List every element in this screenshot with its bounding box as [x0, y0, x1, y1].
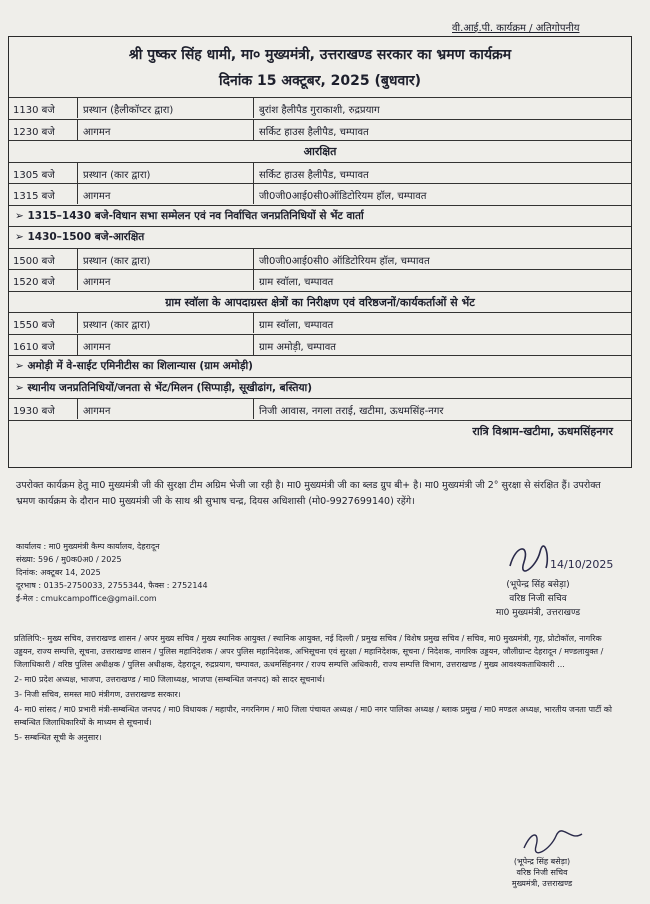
schedule-row — [9, 248, 631, 269]
row-activity: आगमन — [83, 406, 111, 417]
schedule-row — [9, 398, 631, 419]
row-time: 1500 बजे — [13, 255, 55, 267]
bullet-item: ➢ अमोड़ी में वे-साईट एमिनीटीस का शिलान्यास (ग्राम अमोड़ी) — [9, 355, 631, 376]
bullet-item: ➢ 1430–1500 बजे-आरक्षित — [9, 226, 631, 247]
schedule-frame — [8, 36, 632, 468]
row-activity: आगमन — [83, 191, 111, 202]
row-place: निजी आवास, नगला तराई, खटीमा, ऊधमसिंह-नगर — [259, 406, 444, 417]
row-activity: प्रस्थान (कार द्वारा) — [83, 320, 151, 331]
copy-item: 4- मा0 सांसद / मा0 प्रभारी मंत्री-सम्बन्धित जनपद / मा0 विधायक / महापौर, नगरनिगम / मा0 जिला पंचायत अध्यक्ष / मा0 नगर पालिका अध्यक्ष / ब्लाक प्रमुख / मा0 मण्डल अध्यक्ष, भारतीय जनता पार्टी को सम्बन्धित जिलाधिकारियों के माध्यम से सूचनार्थ। — [14, 705, 612, 727]
schedule-row — [9, 269, 631, 290]
signatory2-office: मुख्यमंत्री, उत्तराखण्ड — [511, 879, 573, 888]
row-place: जी0जी0आई0सी0ऑडिटोरियम हॉल, चम्पावत — [259, 191, 427, 202]
copy-item: 2- मा0 प्रदेश अध्यक्ष, भाजपा, उत्तराखण्ड / मा0 जिलाध्यक्ष, भाजपा (सम्बन्धित जनपद) को सादर सूचनार्थ। — [14, 675, 325, 684]
row-time: 1930 बजे — [13, 406, 55, 417]
row-place: सर्किट हाउस हैलीपैड, चम्पावत — [259, 126, 369, 138]
schedule-row — [9, 119, 631, 140]
document-date: दिनांक 15 अक्टूबर, 2025 (बुधवार) — [218, 73, 422, 89]
signatory2-designation: वरिष्ठ निजी सचिव — [516, 868, 568, 877]
row-time: 1610 बजे — [13, 341, 55, 353]
security-note: उपरोक्त कार्यक्रम हेतु मा0 मुख्यमंत्री जी की सुरक्षा टीम अग्रिम भेजी जा रही है। मा0 मुख्यमंत्री जी का ब्लड ग्रुप बी+ है। मा0 मुख्यमंत्री जी 2° सुरक्षा से संरक्षित हैं। उपरोक्त भ्रमण कार्यक्रम के दौरान मा0 मुख्यमंत्री जी के साथ श्री सुभाष चन्द्र, दियस अधिशासी (मो0-9927699140) रहेंगे। — [16, 480, 601, 507]
office-email: ई-मेल : cmukcampoffice@gmail.com — [16, 594, 157, 603]
section-heading: आरक्षित — [9, 140, 631, 161]
signature-date: 14/10/2025 — [550, 558, 614, 571]
row-place: बुरांश हैलीपैड गुराकाशी, रुद्रप्रयाग — [259, 105, 380, 116]
schedule-row — [9, 97, 631, 118]
letter-date: दिनांक: अक्टूबर 14, 2025 — [16, 568, 101, 577]
row-place: ग्राम स्वॉला, चम्पावत — [259, 277, 334, 288]
bullet-item: ➢ 1315–1430 बजे-विधान सभा सम्मेलन एवं नव निर्वाचित जनप्रतिनिधियों से भेंट वार्ता — [9, 205, 631, 226]
row-activity: आगमन — [83, 277, 111, 288]
signatory-designation: वरिष्ठ निजी सचिव — [509, 594, 567, 604]
copy-list — [14, 632, 620, 746]
letter-number: संख्या: 596 / मु0क0अ0 / 2025 — [16, 555, 122, 564]
row-time: 1305 बजे — [13, 169, 55, 181]
office-details — [16, 540, 208, 605]
row-time: 1130 बजे — [13, 105, 55, 116]
office-phone: दूरभाष : 0135-2750033, 2755344, फैक्स : 2752144 — [16, 581, 208, 590]
row-activity: प्रस्थान (हैलीकॉप्टर द्वारा) — [83, 105, 174, 116]
schedule-row — [9, 312, 631, 333]
row-time: 1520 बजे — [13, 277, 55, 288]
row-place: ग्राम स्वॉला, चम्पावत — [259, 320, 334, 331]
signatory-office: मा0 मुख्यमंत्री, उत्तराखण्ड — [495, 608, 581, 618]
night-halt: रात्रि विश्राम-खटीमा, ऊधमसिंहनगर — [9, 420, 631, 441]
row-activity: प्रस्थान (कार द्वारा) — [83, 169, 151, 181]
row-activity: प्रस्थान (कार द्वारा) — [83, 255, 151, 267]
row-activity: आगमन — [83, 126, 111, 138]
copy-item: प्रतिलिपि:- मुख्य सचिव, उत्तराखण्ड शासन / अपर मुख्य सचिव / मुख्य स्थानिक आयुक्त / स्थानिक आयुक्त, नई दिल्ली / प्रमुख सचिव / विशेष प्रमुख सचिव / सचिव, मा0 मुख्यमंत्री, गृह, प्रोटोकॉल, नागरिक उड्डयन, राज्य सम्पत्ति, सूचना, उत्तराखण्ड शासन / पुलिस महानिदेशक / अपर पुलिस महानिदेशक, अभिसूचना एवं सुरक्षा / महानिदेशक, सूचना / निदेशक, नागरिक उड्डयन, जौलीग्रान्ट देहरादून / मण्डलायुक्त / जिलाधिकारी / वरिष्ठ पुलिस अधीक्षक / पुलिस अधीक्षक, देहरादून, रुद्रप्रयाग, चम्पावत, ऊधमसिंहनगर / राज्य सम्पत्ति अधिकारी, राज्य सम्पत्ति विभाग, उत्तराखण्ड / मुख्य आवश्यकताधिकारी ... — [14, 634, 604, 669]
bullet-item: ➢ स्थानीय जनप्रतिनिधियों/जनता से भेंट/मिलन (सिप्पाड़ी, सूखीढांग, बस्तिया) — [9, 377, 631, 398]
row-time: 1550 बजे — [13, 320, 55, 331]
section-heading: ग्राम स्वॉला के आपदाग्रस्त क्षेत्रों का निरीक्षण एवं वरिष्ठजनों/कार्यकर्ताओं से भेंट — [9, 291, 631, 312]
row-time: 1230 बजे — [13, 126, 55, 138]
row-place: जी0जी0आई0सी0 ऑडिटोरियम हॉल, चम्पावत — [259, 255, 430, 267]
copy-item: 3- निजी सचिव, समस्त मा0 मंत्रीगण, उत्तराखण्ड सरकार। — [14, 690, 181, 699]
row-time: 1315 बजे — [13, 191, 55, 202]
signature-block — [468, 578, 608, 620]
signature-image — [506, 538, 614, 578]
document-title: श्री पुष्कर सिंह धामी, मा० मुख्यमंत्री, उत्तराखण्ड सरकार का भ्रमण कार्यक्रम — [128, 47, 512, 63]
classification-label: वी.आई.पी. कार्यक्रम / अतिगोपनीय — [452, 23, 580, 34]
second-signature-image — [520, 826, 590, 856]
schedule-row — [9, 162, 631, 183]
schedule-row — [9, 334, 631, 355]
row-activity: आगमन — [83, 341, 111, 353]
signatory-name: (भूपेन्द्र सिंह बसेड़ा) — [506, 580, 570, 590]
office-name: कार्यालय : मा0 मुख्यमंत्री कैम्प कार्यालय, देहरादून — [16, 542, 160, 551]
second-signature-block — [492, 856, 592, 889]
row-place: सर्किट हाउस हैलीपैड, चम्पावत — [259, 169, 369, 181]
copy-item: 5- सम्बन्धित सूची के अनुसार। — [14, 733, 102, 742]
signatory2-name: (भूपेन्द्र सिंह बसेड़ा) — [513, 857, 571, 866]
row-place: ग्राम अमोड़ी, चम्पावत — [259, 341, 336, 353]
schedule-row — [9, 183, 631, 204]
